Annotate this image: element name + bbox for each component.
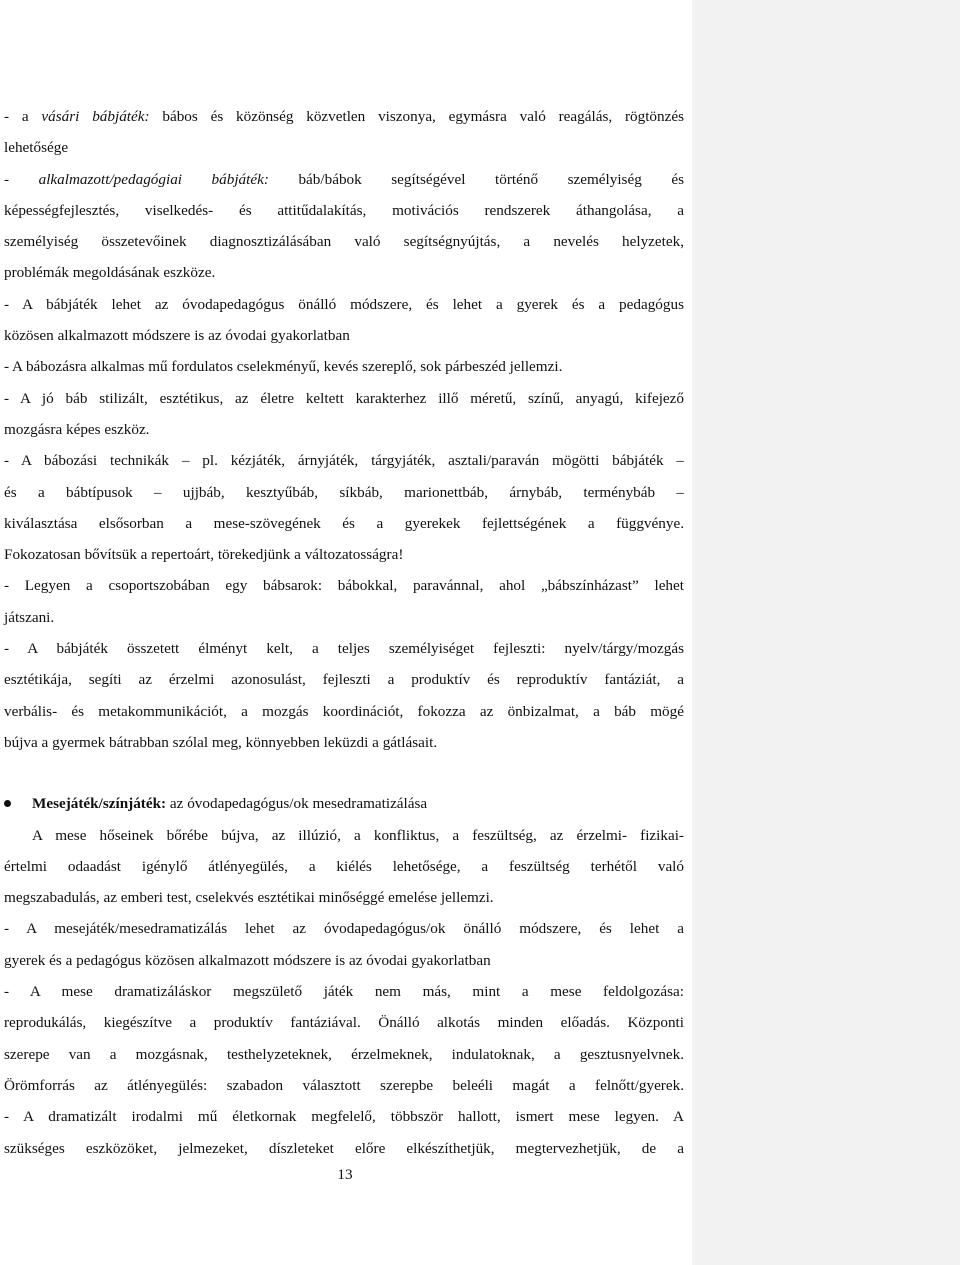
text-run: - A bábjáték lehet az óvodapedagógus önálló módszere, és lehet a gyerek és a pedagógus bbox=[4, 295, 684, 313]
paragraph-line bbox=[4, 727, 684, 758]
paragraph-line bbox=[4, 696, 684, 727]
paragraph-line bbox=[4, 976, 684, 1007]
paragraph-line bbox=[4, 1070, 684, 1101]
paragraph-line bbox=[4, 1101, 684, 1132]
puppet-theatre-section bbox=[4, 101, 684, 758]
text-run: - bbox=[4, 170, 39, 188]
text-run: báb/bábok segítségével történő személyiség és bbox=[268, 170, 684, 188]
text-run: szükséges eszközöket, jelmezeket, díszleteket előre elkészíthetjük, megtervezhetjük, de a bbox=[4, 1139, 684, 1157]
text-run: Örömforrás az átlényegülés: szabadon választott szerepbe beleéli magát a felnőtt/gyerek. bbox=[4, 1076, 684, 1094]
text-run: - A mesejáték/mesedramatizálás lehet az óvodapedagógus/ok önálló módszere, és lehet a bbox=[4, 920, 684, 938]
text-run: közösen alkalmazott módszere is az óvodai gyakorlatban bbox=[4, 327, 350, 345]
drama-section bbox=[4, 820, 684, 1164]
paragraph-line bbox=[4, 257, 684, 288]
text-run: bábos és közönség közvetlen viszonya, egymásra való reagálás, rögtönzés bbox=[149, 108, 684, 125]
paragraph-line bbox=[4, 414, 684, 445]
text-run: - A bábozási technikák – pl. kézjáték, árnyjáték, tárgyjáték, asztali/paraván mögötti bábjáték – bbox=[4, 452, 684, 470]
paragraph-line bbox=[4, 164, 684, 195]
paragraph-line bbox=[4, 1007, 684, 1038]
paragraph-line bbox=[4, 320, 684, 351]
text-run: Fokozatosan bővítsük a repertoárt, törekedjünk a változatosságra! bbox=[4, 546, 404, 564]
text-run: esztétikája, segíti az érzelmi azonosulást, fejleszti a produktív és reproduktív fantáziát, a bbox=[4, 671, 684, 689]
text-run: megszabadulás, az emberi test, cselekvés esztétikai minőséggé emelése jellemzi. bbox=[4, 889, 494, 907]
text-run: alkalmazott/pedagógiai bábjáték: bbox=[38, 170, 269, 188]
text-run: mozgásra képes eszköz. bbox=[4, 420, 150, 438]
paragraph-line bbox=[4, 539, 684, 570]
paragraph-line bbox=[4, 508, 684, 539]
paragraph-line bbox=[4, 633, 684, 664]
paragraph-line bbox=[4, 226, 684, 257]
text-run: - A bábozásra alkalmas mű fordulatos cselekményű, kevés szereplő, sok párbeszéd jellemzi. bbox=[4, 358, 563, 376]
paragraph-line bbox=[4, 945, 684, 976]
text-run: személyiség összetevőinek diagnosztizálásában való segítségnyújtás, a nevelés helyzetek, bbox=[4, 233, 684, 251]
text-run: lehetősége bbox=[4, 139, 69, 157]
paragraph-line bbox=[4, 913, 684, 944]
paragraph-line bbox=[4, 132, 684, 163]
section-gap bbox=[4, 758, 684, 788]
paragraph-line bbox=[4, 570, 684, 601]
text-run: A mese hőseinek bőrébe bújva, az illúzió, a konfliktus, a feszültség, az érzelmi- fizikai- bbox=[32, 826, 684, 844]
text-run: verbális- és metakommunikációt, a mozgás koordinációt, fokozza az önbizalmat, a báb mögé bbox=[4, 702, 684, 720]
text-run: - A mese dramatizáláskor megszülető játék nem más, mint a mese feldolgozása: bbox=[4, 983, 684, 1001]
bullet-item-mesejatek bbox=[4, 788, 684, 819]
paragraph-line bbox=[4, 445, 684, 476]
text-run: értelmi odaadást igénylő átlényegülés, a kiélés lehetősége, a feszültség terhétől való bbox=[4, 857, 684, 875]
paragraph-line bbox=[4, 101, 684, 132]
paragraph-line bbox=[4, 882, 684, 913]
text-run: - A bábjáték összetett élményt kelt, a teljes személyiséget fejleszti: nyelv/tárgy/mozgás bbox=[4, 640, 684, 658]
text-run: képességfejlesztés, viselkedés- és attitűdalakítás, motivációs rendszerek áthangolása, a bbox=[4, 201, 684, 219]
document-body bbox=[4, 101, 684, 1164]
paragraph-line bbox=[4, 477, 684, 508]
paragraph-line bbox=[4, 383, 684, 414]
text-run: játszani. bbox=[4, 608, 55, 626]
paragraph-line bbox=[4, 664, 684, 695]
paragraph-line bbox=[4, 820, 684, 851]
paragraph-line bbox=[4, 1039, 684, 1070]
text-run: - A dramatizált irodalmi mű életkornak megfelelő, többször hallott, ismert mese legyen. A bbox=[4, 1108, 684, 1126]
paragraph-line bbox=[4, 851, 684, 882]
comment-margin-pane bbox=[692, 0, 960, 1265]
paragraph-line bbox=[4, 289, 684, 320]
paragraph-line bbox=[4, 351, 684, 382]
text-run: - a bbox=[4, 108, 42, 125]
bullet-icon bbox=[4, 800, 11, 807]
paragraph-line bbox=[4, 195, 684, 226]
text-run: reprodukálás, kiegészítve a produktív fantáziával. Önálló alkotás minden előadás. Központi bbox=[4, 1014, 684, 1032]
text-run: problémák megoldásának eszköze. bbox=[4, 264, 216, 282]
page-number: 13 bbox=[337, 1166, 353, 1183]
bullet-text: az óvodapedagógus/ok mesedramatizálása bbox=[166, 795, 428, 813]
text-run: vásári bábjáték: bbox=[41, 108, 150, 125]
text-run: bújva a gyermek bátrabban szólal meg, könnyebben leküzdi a gátlásait. bbox=[4, 733, 438, 751]
text-run: gyerek és a pedagógus közösen alkalmazott módszere is az óvodai gyakorlatban bbox=[4, 951, 491, 969]
text-run: - Legyen a csoportszobában egy bábsarok: bábokkal, paravánnal, ahol „bábszínházast” lehet bbox=[4, 577, 684, 595]
paragraph-line bbox=[4, 1133, 684, 1164]
bullet-heading: Mesejáték/színjáték: bbox=[32, 795, 167, 813]
text-run: - A jó báb stilizált, esztétikus, az életre keltett karakterhez illő méretű, színű, anyagú, kifejező bbox=[4, 389, 684, 407]
paragraph-line bbox=[4, 602, 684, 633]
text-run: és a bábtípusok – ujjbáb, kesztyűbáb, síkbáb, marionettbáb, árnybáb, terménybáb – bbox=[4, 483, 684, 501]
text-run: kiválasztása elsősorban a mese-szövegének és a gyerekek fejlettségének a függvénye. bbox=[4, 514, 684, 532]
text-run: szerepe van a mozgásnak, testhelyzeteknek, érzelmeknek, indulatoknak, a gesztusnyelvnek. bbox=[4, 1045, 684, 1063]
